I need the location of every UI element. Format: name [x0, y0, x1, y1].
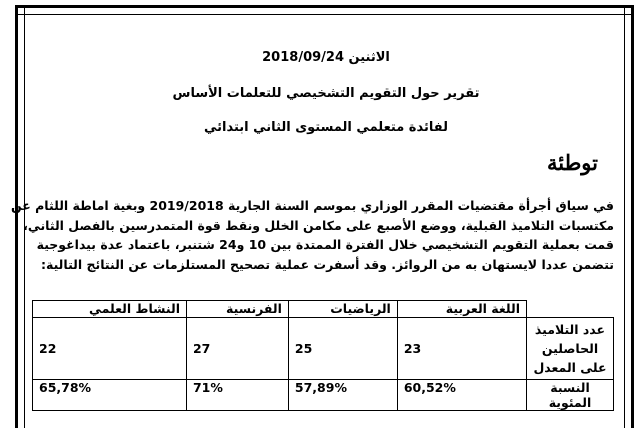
- paragraph-line: في سياق أجرأة مقتضيات المقرر الوزاري بموسم السنة الجارية 2019/2018 وبغية اماطة اللثام عن: [11, 198, 614, 213]
- table-row: [33, 380, 614, 411]
- decorative-border-right: [624, 5, 634, 428]
- report-date: الاثنين 2018/09/24: [262, 50, 390, 65]
- column-header: اللغة العربية: [397, 301, 526, 318]
- report-subtitle: لفائدة متعلمي المستوى الثاني ابتدائي: [203, 120, 448, 135]
- table-cell: 60,52%: [397, 380, 526, 411]
- table-cell: 57,89%: [288, 380, 397, 411]
- table-cell: 22: [33, 318, 187, 380]
- row-label: النسبة المئوية: [527, 380, 614, 411]
- column-header: النشاط العلمي: [33, 301, 187, 318]
- table-corner-cell: [527, 301, 614, 318]
- intro-paragraph: [11, 196, 614, 274]
- table-cell: 71%: [186, 380, 288, 411]
- paragraph-line: قمت بعملية التقويم التشخيصي خلال الفترة الممتدة بين 10 و24 شتنبر، باعتماد عدة بيداغوجية: [36, 237, 614, 252]
- table-header-row: [33, 301, 614, 318]
- column-header: الفرنسية: [186, 301, 288, 318]
- table-cell: 23: [397, 318, 526, 380]
- results-table: [32, 300, 614, 411]
- paragraph-line: مكتسبات التلاميذ القبلية، ووضع الأصبع على مكامن الخلل ونقط قوة المتمدرسين بالفصل الثاني،: [23, 217, 614, 233]
- table-row: [33, 318, 614, 380]
- paragraph-line: تتضمن عددا لايستهان به من الروائز. وقد أسفرت عملية تصحيح المستلزمات عن النتائج التالية:: [41, 256, 614, 272]
- table-cell: 65,78%: [33, 380, 187, 411]
- column-header: الرياضيات: [288, 301, 397, 318]
- row-label: عدد التلاميذ الحاصلين على المعدل: [527, 318, 614, 380]
- table-cell: 27: [186, 318, 288, 380]
- section-heading: توطئة: [546, 150, 598, 175]
- table-cell: 25: [288, 318, 397, 380]
- report-title: تقرير حول التقويم التشخيصي للتعلمات الأساس: [172, 86, 480, 101]
